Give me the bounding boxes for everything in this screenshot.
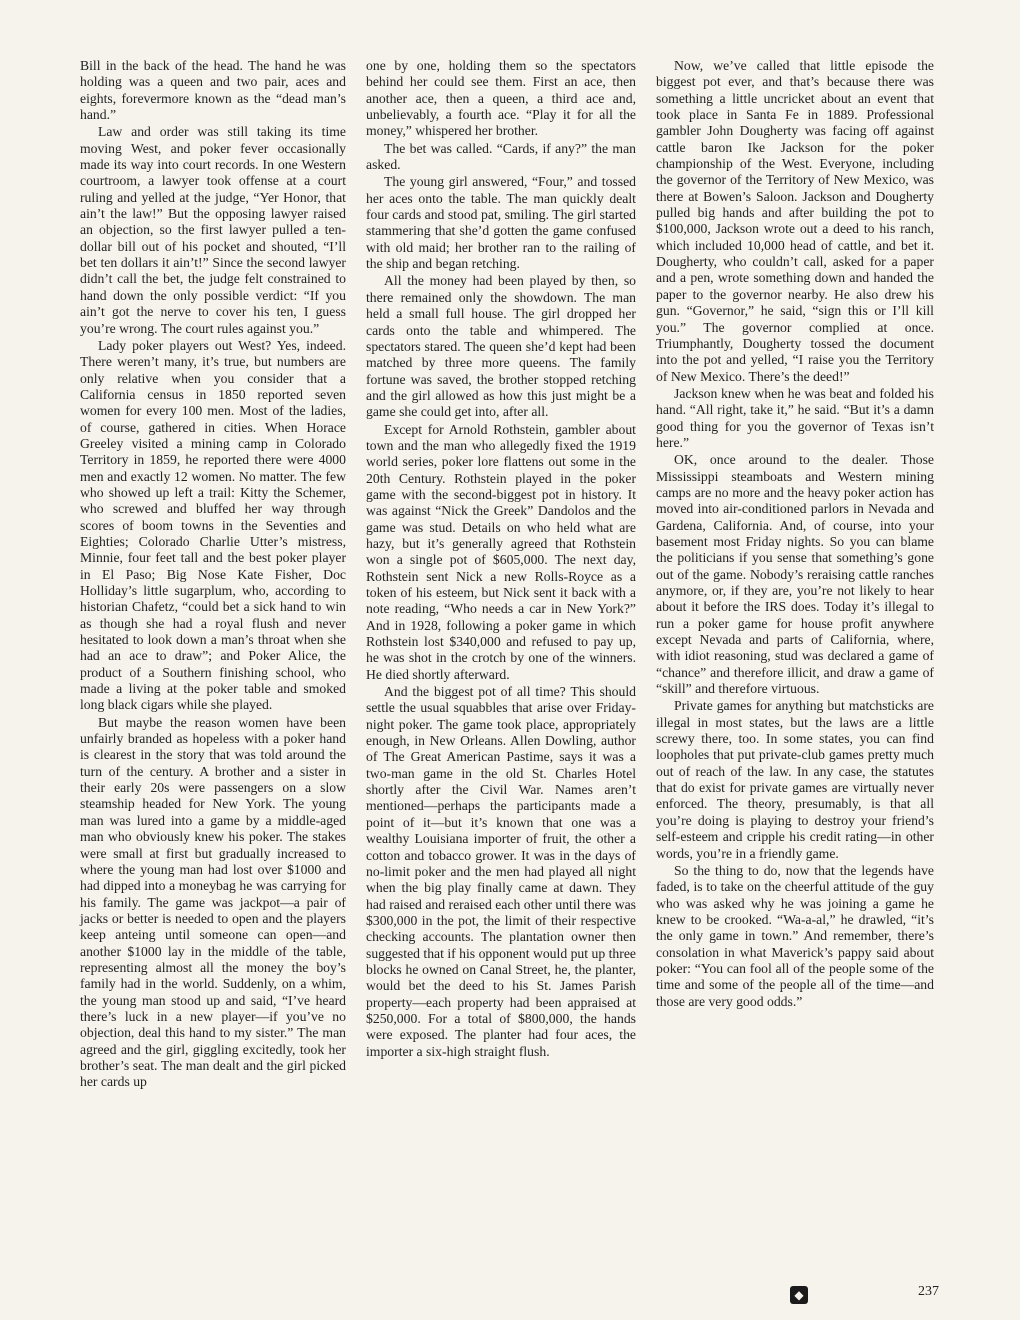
paragraph: The bet was called. “Cards, if any?” the man asked. xyxy=(366,140,636,173)
paragraph: And the biggest pot of all time? This should settle the usual squabbles that arise over Friday-night poker. The game took place, appropriately enough, in New Orleans. Allen Dowling, author of The Great American Pastime, says it was a two-man game in the old St. Charles Hotel shortly after the Civil War. Names aren’t mentioned—perhaps the participants made a point of it—but it’s known that one was a wealthy Louisiana importer of fruit, the other a cotton and tobacco grower. It was in the days of no-limit poker and the men had played all night when the big play finally came at dawn. They had raised and reraised each other until there was $300,000 in the pot, the limit of their respective checking accounts. The plantation owner then suggested that if his opponent would put up three blocks he owned on Canal Street, he, the planter, would bet the deed to his St. James Parish property—each property had been appraised at $250,000. For a total of $800,000, the hands were exposed. The planter had four aces, the importer a six-high straight flush. xyxy=(366,684,636,1059)
paragraph: All the money had been played by then, so there remained only the showdown. The man held a small full house. The girl dropped her cards onto the table and whimpered. The spectators stared. The queen she’d kept had been matched by three more queens. The family fortune was saved, the brother stopped retching and the girl allowed as how this just might be a game she could get into, after all. xyxy=(366,273,636,420)
paragraph: Bill in the back of the head. The hand he was holding was a queen and two pair, aces and eights, forevermore known as the “dead man’s hand.” xyxy=(80,58,346,123)
paragraph: Except for Arnold Rothstein, gambler about town and the man who allegedly fixed the 1919 world series, poker lore flattens out some in the 20th Century. Rothstein played in the poker game with the second-biggest pot in history. It was against “Nick the Greek” Dandolos and the game was stud. Details on who held what are hazy, but it’s generally agreed that Rothstein won a single pot of $605,000. The next day, Rothstein sent Nick a new Rolls-Royce as a token of his esteem, but Nick sent it back with a note reading, “Who needs a car in New York?” And in 1928, following a poker game in which Rothstein lost $340,000 and refused to pay up, he was shot in the crotch by one of the winners. He died shortly afterward. xyxy=(366,421,636,682)
paragraph: Lady poker players out West? Yes, indeed. There weren’t many, it’s true, but numbers are only relative when you consider that a California census in 1850 reported seven women for every 100 men. Most of the ladies, of course, gathered in cities. When Horace Greeley visited a mining camp in Colorado Territory in 1859, he reported there were 4000 men and exactly 12 women. No matter. The few who showed up left a trail: Kitty the Schemer, who screwed and bluffed her way through scores of boom towns in the Seventies and Eighties; Colorado Charlie Utter’s mistress, Minnie, four feet tall and the best poker player in El Paso; Big Nose Kate Fisher, Doc Holliday’s little sugarplum, who, according to historian Chafetz, “could bet a sick hand to win as though she had a royal flush and never hesitated to look down a man’s throat when she had an ace to draw”; and Poker Alice, the product of a Southern finishing school, who made a living at the poker table and smoked long black cigars while she played. xyxy=(80,337,346,713)
page-number: 237 xyxy=(918,1284,939,1299)
article-column-3 xyxy=(656,58,934,1010)
article-column-1 xyxy=(80,58,346,1091)
paragraph: Jackson knew when he was beat and folded his hand. “All right, take it,” he said. “But it’s a damn good thing for you the governor of Texas isn’t here.” xyxy=(656,385,934,450)
paragraph: Now, we’ve called that little episode the biggest pot ever, and that’s because there was something a little uncricket about an event that took place in Santa Fe in 1889. Professional gambler John Dougherty was facing off against cattle baron Ike Jackson for the poker championship of the West. Everyone, including the governor of the Territory of New Mexico, was there at Bowen’s Saloon. Jackson and Dougherty pulled big hands and after building the pot to $100,000, Jackson wrote out a deed to his ranch, which included 10,000 head of cattle, and bet it. Dougherty, who couldn’t call, asked for a paper and a pen, wrote something down and handed the paper to the governor nearby. He also drew his gun. “Governor,” he said, “sign this or I’ll kill you.” The governor complied at once. Triumphantly, Dougherty tossed the document into the pot and yelled, “I raise you the Territory of New Mexico. There’s the deed!” xyxy=(656,58,934,384)
paragraph: Law and order was still taking its time moving West, and poker fever occasionally made its way into court records. In one Western courtroom, a lawyer took offense at a court ruling and yelled at the judge, “Yer Honor, that ain’t the law!” But the opposing lawyer raised an objection, so the first lawyer pulled a ten-dollar bill out of his pocket and shouted, “I’ll bet ten dollars it ain’t!” Since the second lawyer didn’t call the bet, the judge felt constrained to hand down the only possible verdict: “If you ain’t got the nerve to cover his ten, I guess you’re wrong. The court rules against you.” xyxy=(80,124,346,336)
paragraph: one by one, holding them so the spectators behind her could see them. First an ace, then another ace, then a queen, a third ace and, unbelievably, a fourth ace. “Play it for all the money,” whispered her brother. xyxy=(366,58,636,139)
paragraph: So the thing to do, now that the legends have faded, is to take on the cheerful attitude of the guy who was asked why he was joining a game he knew to be crooked. “Wa-a-al,” he drawled, “it’s the only game in town.” And remember, there’s consolation in what Maverick’s pappy said about poker: “You can fool all of the people some of the time and some of the people all of the time—and those are very good odds.” xyxy=(656,862,934,1009)
paragraph: OK, once around to the dealer. Those Mississippi steamboats and Western mining camps are no more and the heavy poker action has moved into air-conditioned parlors in Nevada and Gardena, California. And, of course, into your basement most Friday nights. So you can blame the politicians if you sense that something’s gone out of the game. Nobody’s reraising cattle ranches anymore, or, if they are, you’re not likely to hear about it before the IRS does. Today it’s illegal to run a poker game for house profit anywhere except Nevada and parts of California, where, with idiot reasoning, stud was declared a game of “chance” and therefore illicit, and draw a game of “skill” and therefore virtuous. xyxy=(656,452,934,697)
rabbit-head-icon: ◆ xyxy=(790,1286,808,1304)
paragraph: Private games for anything but matchsticks are illegal in most states, but the laws are a little screwy there, too. In some states, you can find loopholes that put private-club games pretty much out of reach of the law. In any case, the statutes that do exist for private games are virtually never enforced. The theory, presumably, is that all you’re doing is playing to destroy your friend’s self-esteem and cripple his credit rating—in other words, you’re in a friendly game. xyxy=(656,698,934,861)
paragraph: But maybe the reason women have been unfairly branded as hopeless with a poker hand is clearest in the story that was told around the turn of the century. A brother and a sister in their early 20s were passengers on a slow steamship headed for New York. The young man was lured into a game by a middle-aged man who obviously knew his poker. The stakes were small at first but gradually increased to where the young man had lost over $1000 and had dipped into a moneybag he was carrying for his family. The game was jackpot—a pair of jacks or better is needed to open and the players keep anteing until someone can open—and another $1000 lay in the middle of the table, representing almost all the money the boy’s family had in the world. Suddenly, on a whim, the young man stood up and said, “I’ve heard there’s luck in a new player—if you’ve no objection, deal this hand to my sister.” The man agreed and the girl, giggling excitedly, took her brother’s seat. The man dealt and the girl picked her cards up xyxy=(80,714,346,1090)
article-column-2 xyxy=(366,58,636,1060)
paragraph: The young girl answered, “Four,” and tossed her aces onto the table. The man quickly dealt four cards and stood pat, smiling. The girl started stammering that she’d gotten the game confused with old maid; her brother ran to the railing of the ship and began retching. xyxy=(366,174,636,272)
